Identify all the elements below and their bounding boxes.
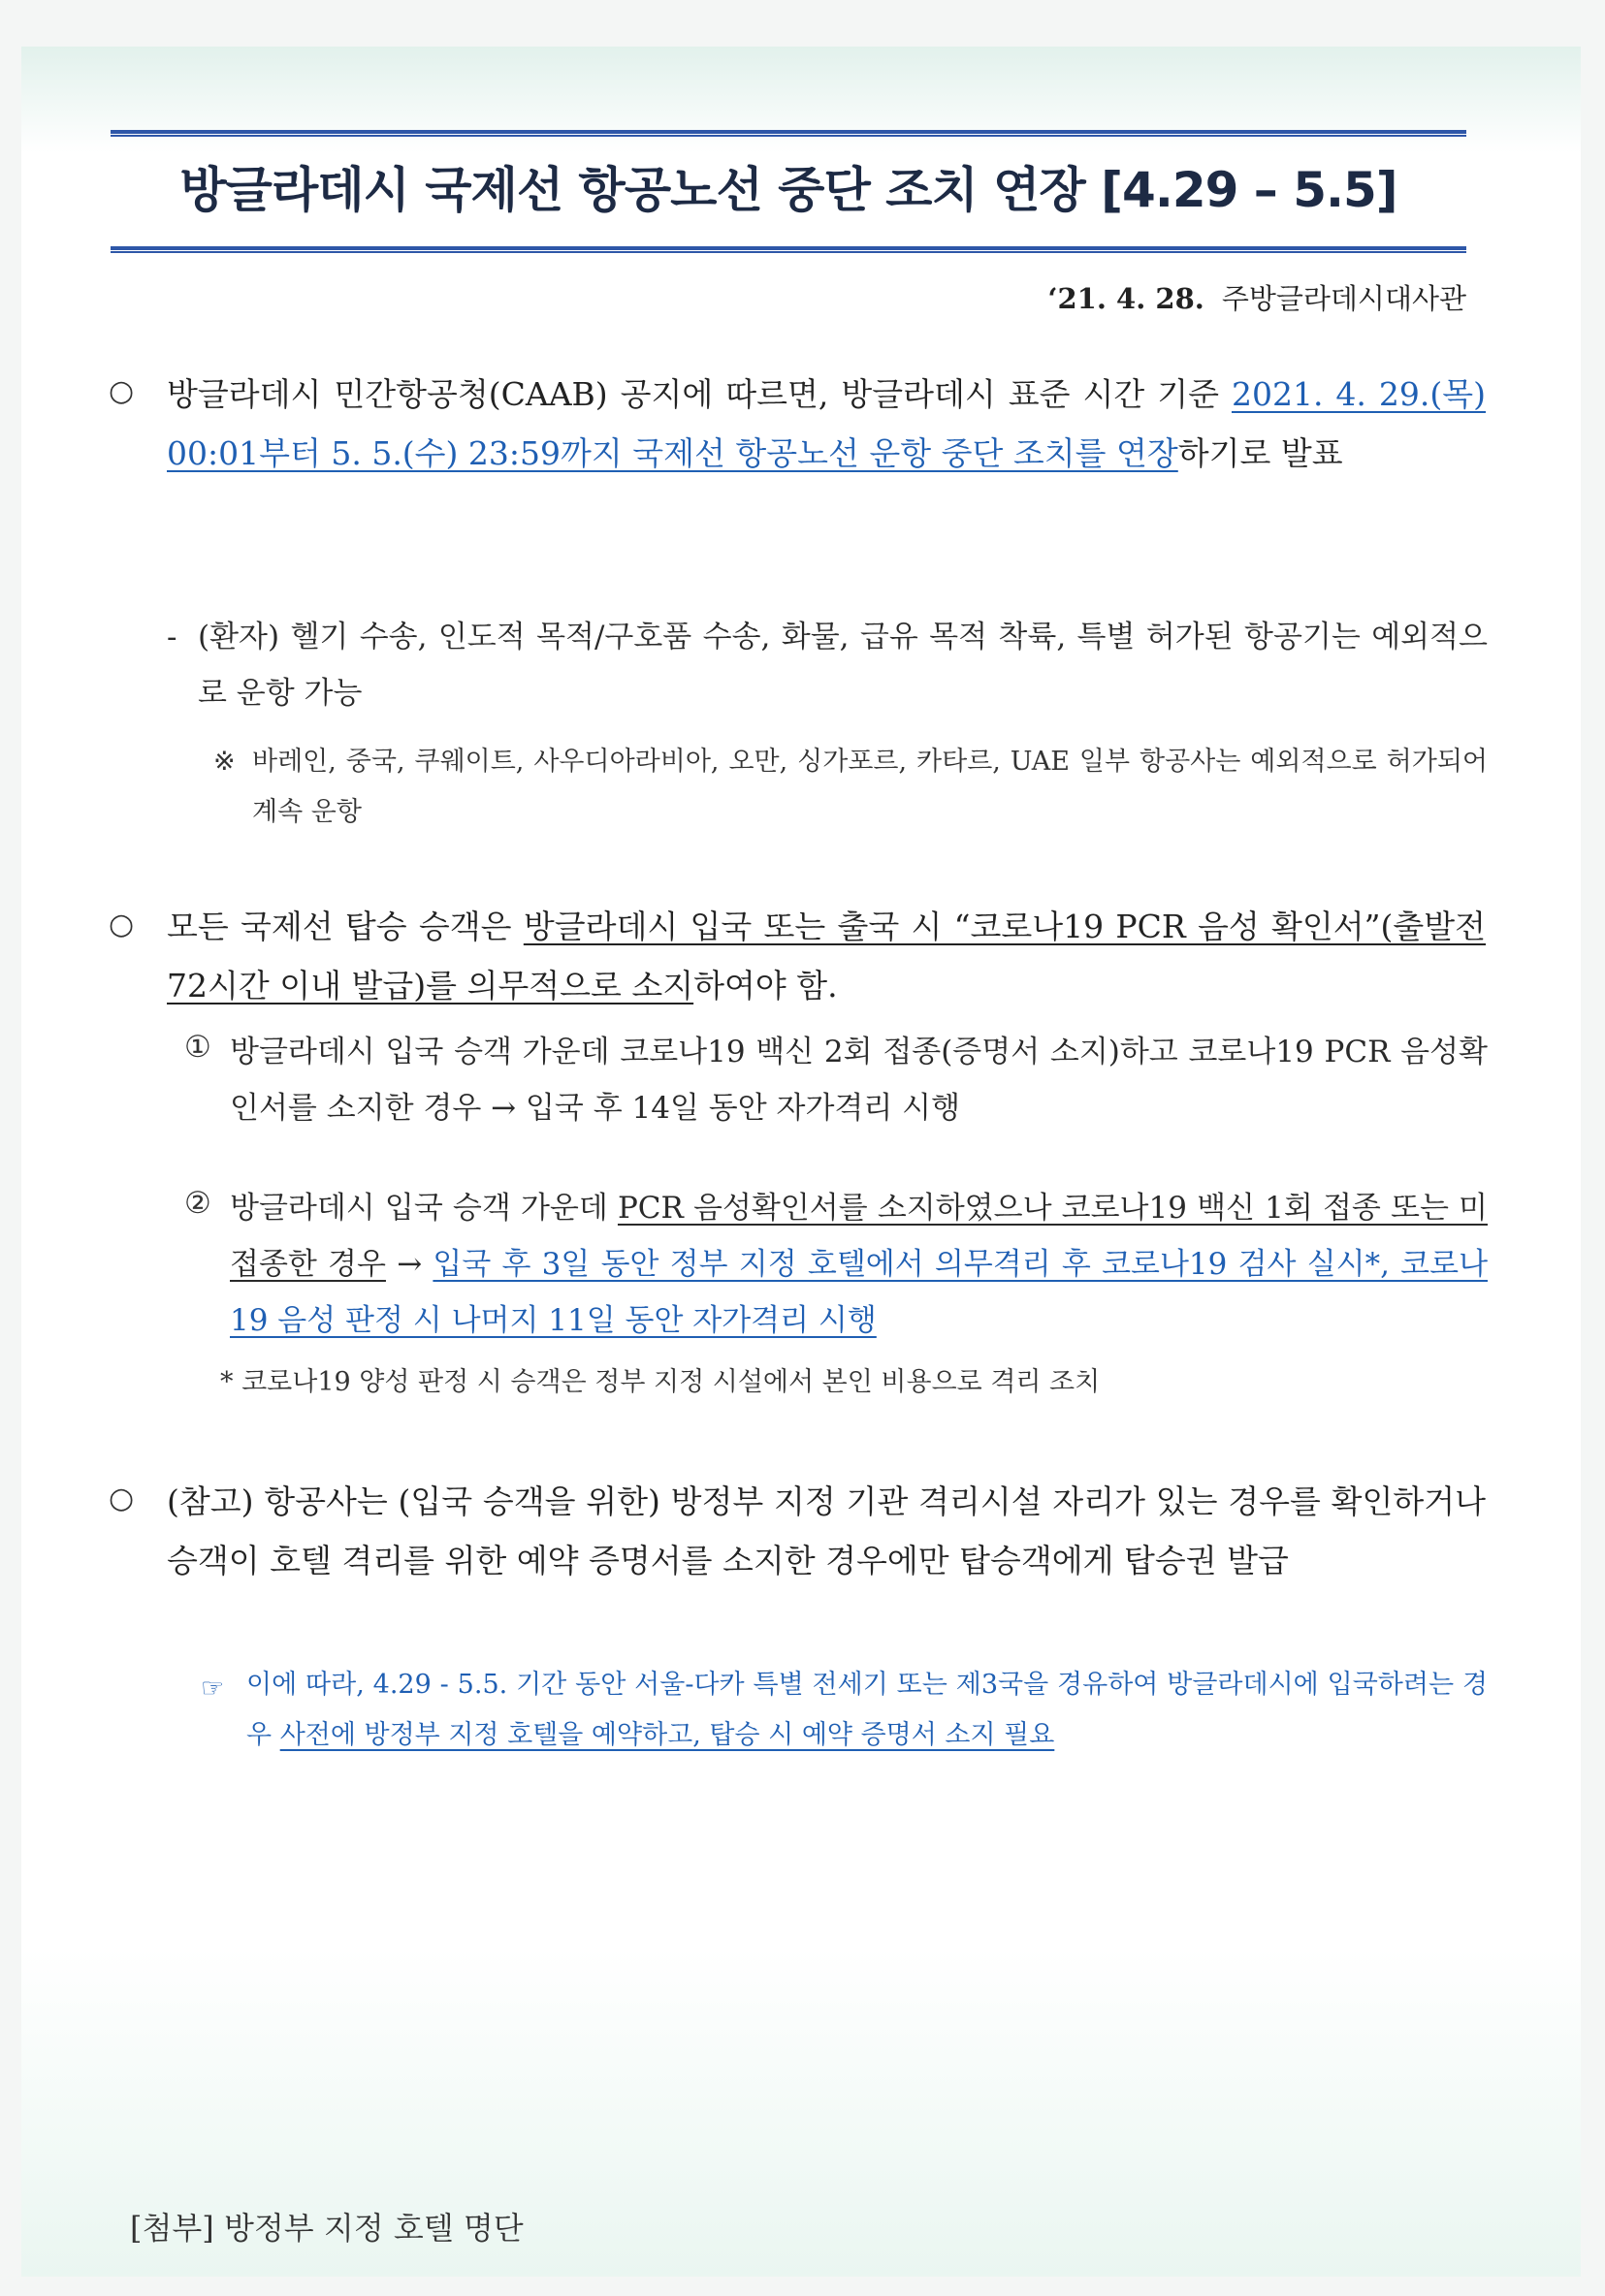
section2-item1: 방글라데시 입국 승객 가운데 코로나19 백신 2회 접종(증명서 소지)하고 코로나19 PCR 음성확인서를 소지한 경우 → 입국 후 14일 동안 자가격리 시행 bbox=[230, 1035, 1488, 1126]
title-rule-bottom bbox=[111, 246, 1466, 253]
arrow-icon: → bbox=[397, 1247, 423, 1282]
attachment-note: [첨부] 방정부 지정 호텔 명단 bbox=[130, 2210, 524, 2247]
section1-sub: (환자) 헬기 수송, 인도적 목적/구호품 수송, 화물, 급유 목적 착륙, 특별 허가된 항공기는 예외적으로 운항 가능 bbox=[198, 620, 1488, 711]
page-title: 방글라데시 국제선 항공노선 중단 조치 연장 [4.29 – 5.5] bbox=[179, 162, 1397, 218]
circled-two-icon: ② bbox=[184, 1186, 211, 1221]
item2-underlined: PCR 음성확인서를 소지하였으나 코로나19 백신 1회 접종 또는 미접종한 경우 bbox=[230, 1191, 1488, 1282]
section1-tail: 하기로 발표 bbox=[1177, 434, 1343, 472]
pointing-hand-icon: ☞ bbox=[201, 1674, 225, 1704]
circled-one-icon: ① bbox=[184, 1030, 211, 1065]
section2-lead: 모든 국제선 탑승 승객은 bbox=[167, 908, 512, 945]
section2-item2 bbox=[230, 1180, 1488, 1349]
section2-tail: 하여야 함. bbox=[693, 967, 838, 1004]
bullet-icon: ○ bbox=[109, 374, 135, 408]
section1-paragraph bbox=[167, 365, 1486, 483]
section2-paragraph bbox=[167, 897, 1486, 1015]
title-box bbox=[111, 130, 1466, 256]
section1-highlight: 2021. 4. 29.(목) 00:01부터 5. 5.(수) 23:59까지 국제선 항공노선 운항 중단 조치를 연장 bbox=[167, 375, 1486, 472]
issue-date: ‘21. 4. 28. bbox=[1047, 282, 1204, 315]
section1-lead: 방글라데시 민간항공청(CAAB) 공지에 따르면, 방글라데시 표준 시간 기준 bbox=[167, 375, 1219, 413]
title-rule-top bbox=[111, 130, 1466, 137]
reference-lead: 이에 따라, 4.29 - 5.5. 기간 동안 서울-다카 특별 전세기 또는 제3국을 경유하여 방글라데시에 입국하려는 경우 bbox=[246, 1670, 1488, 1750]
reference-underlined: 사전에 방정부 지정 호텔을 예약하고, 탑승 시 예약 증명서 소지 필요 bbox=[279, 1720, 1055, 1750]
section1-note: 바레인, 중국, 쿠웨이트, 사우디아라비아, 오만, 싱가포르, 카타르, UAE 일부 항공사는 예외적으로 허가되어 계속 운항 bbox=[252, 747, 1488, 827]
section3-paragraph: (참고) 항공사는 (입국 승객을 위한) 방정부 지정 기관 격리시설 자리가 있는 경우를 확인하거나 승객이 호텔 격리를 위한 예약 증명서를 소지한 경우에만 탑승객에게 탑승권 발급 bbox=[167, 1483, 1486, 1579]
note-mark-icon: ※ bbox=[213, 747, 236, 777]
issuer: 주방글라데시대사관 bbox=[1221, 282, 1466, 315]
section3-reference bbox=[246, 1660, 1488, 1761]
document-page bbox=[21, 47, 1581, 2277]
section2-underlined: 방글라데시 입국 또는 출국 시 “코로나19 PCR 음성 확인서”(출발전 72시간 이내 발급)를 의무적으로 소지 bbox=[167, 908, 1486, 1004]
section2-footnote: * 코로나19 양성 판정 시 승객은 정부 지정 시설에서 본인 비용으로 격리 조치 bbox=[220, 1367, 1101, 1397]
item2-lead: 방글라데시 입국 승객 가운데 bbox=[230, 1191, 608, 1226]
item2-blue: 입국 후 3일 동안 정부 지정 호텔에서 의무격리 후 코로나19 검사 실시*, 코로나19 음성 판정 시 나머지 11일 동안 자가격리 시행 bbox=[230, 1247, 1489, 1338]
bullet-icon: ○ bbox=[109, 908, 135, 941]
bullet-icon: ○ bbox=[109, 1482, 135, 1515]
date-line bbox=[1047, 277, 1466, 317]
dash-marker: - bbox=[167, 620, 177, 654]
